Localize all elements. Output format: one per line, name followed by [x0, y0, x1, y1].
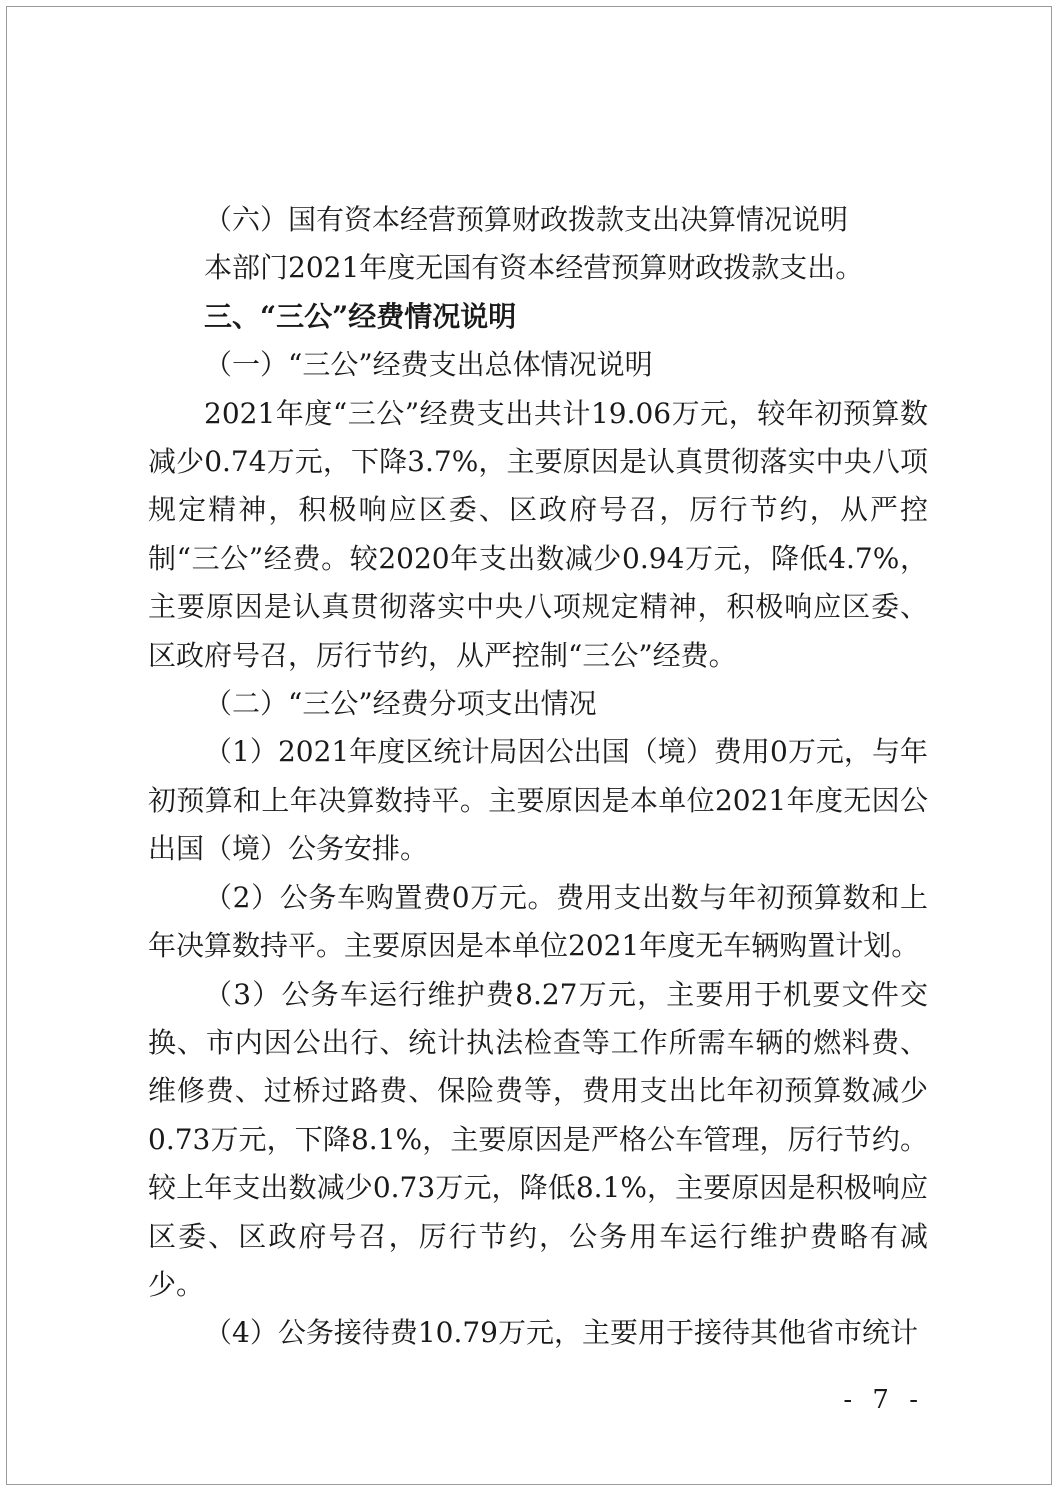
- page-number: - 7 -: [843, 1385, 924, 1415]
- sub-1-heading: （一）“三公”经费支出总体情况说明: [204, 348, 653, 382]
- item-1-paragraph: （1）2021年度区统计局因公出国（境）费用0万元，与年初预算和上年决算数持平。主要原因是本单位2021年度无因公出国（境）公务安排。: [148, 735, 928, 866]
- section-3-heading: 三、“三公”经费情况说明: [204, 299, 517, 333]
- document-body: [148, 196, 928, 1358]
- item-3-paragraph: （3）公务车运行维护费8.27万元，主要用于机要文件交换、市内因公出行、统计执法检查等工作所需车辆的燃料费、维修费、过桥过路费、保险费等，费用支出比年初预算数减少0.73万元，下降8.1%，主要原因是严格公车管理，厉行节约。较上年支出数减少0.73万元，降低8.1%，主要原因是积极响应区委、区政府号召，厉行节约，公务用车运行维护费略有减少。: [148, 977, 928, 1301]
- section-6-body: 本部门2021年度无国有资本经营预算财政拨款支出。: [204, 251, 864, 285]
- item-4-paragraph: （4）公务接待费10.79万元，主要用于接待其他省市统计: [204, 1316, 918, 1350]
- section-6-heading: （六）国有资本经营预算财政拨款支出决算情况说明: [204, 203, 849, 236]
- sub-2-heading: （二）“三公”经费分项支出情况: [204, 687, 597, 721]
- item-2-paragraph: （2）公务车购置费0万元。费用支出数与年初预算数和上年决算数持平。主要原因是本单位2021年度无车辆购置计划。: [148, 880, 928, 963]
- sub-1-body: 2021年度“三公”经费支出共计19.06万元，较年初预算数减少0.74万元，下降3.7%，主要原因是认真贯彻落实中央八项规定精神，积极响应区委、区政府号召，厉行节约，从严控制“三公”经费。较2020年支出数减少0.94万元，降低4.7%，主要原因是认真贯彻落实中央八项规定精神，积极响应区委、区政府号召，厉行节约，从严控制“三公”经费。: [148, 396, 928, 672]
